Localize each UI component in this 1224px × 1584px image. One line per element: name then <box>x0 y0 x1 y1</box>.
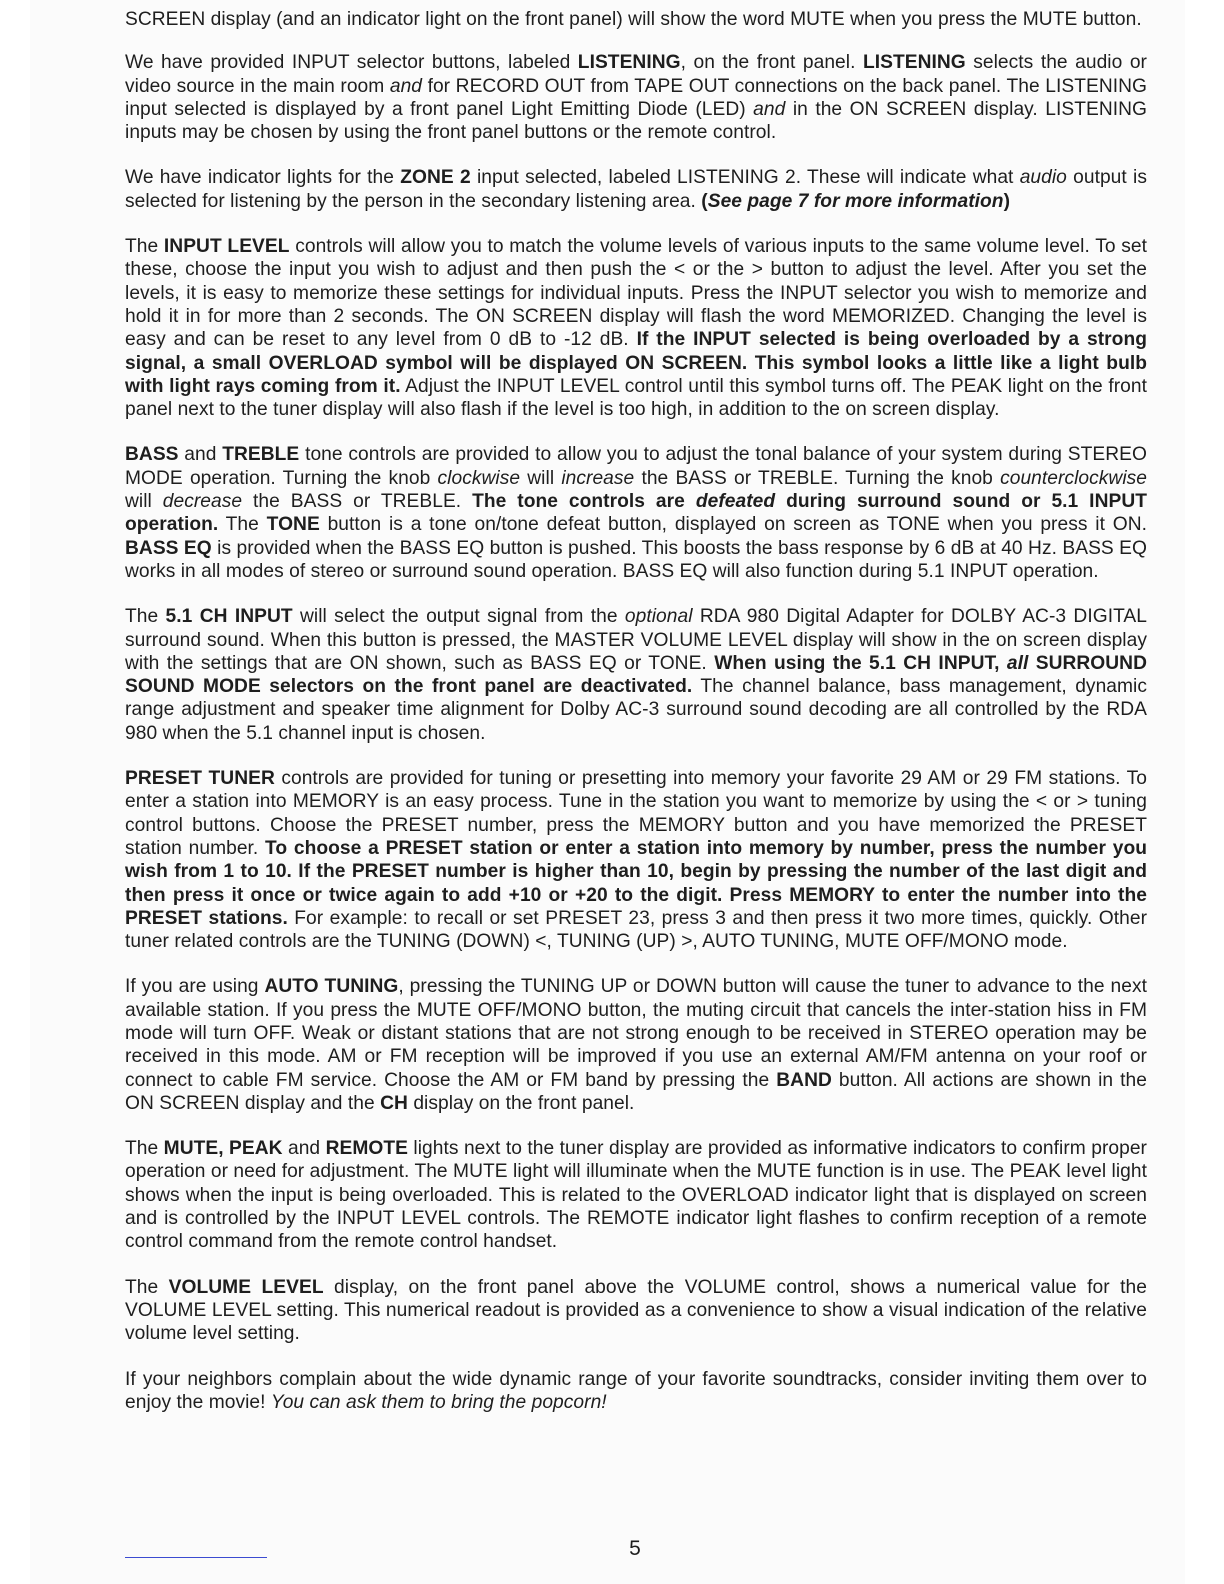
text-run: RDA 980 Digital Adapter for DOLBY AC-3 DIGITAL surround sound. When this button is pressed, the MASTER VOLUME LEVEL display will show in the on screen display with the settings that are ON shown, such as BASS EQ or TONE. <box>125 606 1147 674</box>
text-run: input selected, labeled LISTENING 2. These will indicate what <box>470 167 1020 189</box>
text-run: The <box>125 1276 169 1298</box>
text-run: If you are using <box>125 976 265 998</box>
text-run: button is a tone on/tone defeat button, displayed on screen as TONE when you press it ON. <box>319 514 1147 536</box>
text-run: and <box>753 98 786 120</box>
mute-display-paragraph <box>125 8 1147 31</box>
text-run: clockwise <box>437 467 521 489</box>
text-run: and <box>389 75 423 97</box>
preset-tuner-paragraph <box>125 767 1147 953</box>
text-run: If the INPUT selected is being overloaded by a strong signal, a small OVERLOAD symbol will be displayed ON SCREEN. This symbol looks a little like a light bulb with light rays coming from it. <box>125 329 1147 397</box>
auto-tuning-paragraph <box>125 975 1147 1115</box>
text-run: during surround sound or 5.1 INPUT operation. <box>125 491 1147 536</box>
text-run: output is selected for listening by the person in the secondary listening area. <box>125 167 1147 212</box>
text-run: LISTENING <box>577 52 681 74</box>
text-run: in the ON SCREEN display. LISTENING inputs may be chosen by using the front panel buttons or the remote control. <box>125 98 1147 144</box>
text-run: 5.1 CH INPUT <box>165 606 293 628</box>
text-run: The <box>125 606 166 628</box>
text-run: TREBLE <box>222 444 300 466</box>
text-run: defeated <box>695 491 776 513</box>
text-run: BASS EQ <box>125 537 212 559</box>
text-run: will <box>125 491 163 513</box>
footnote-rule <box>125 1557 267 1558</box>
5-1-ch-input-paragraph <box>125 605 1147 745</box>
body-text <box>125 8 1147 1436</box>
text-run: , on the front panel. <box>680 52 863 74</box>
text-run: The <box>125 1138 164 1160</box>
neighbors-paragraph <box>125 1368 1147 1415</box>
text-run: audio <box>1019 167 1067 189</box>
text-run: controls are provided for tuning or presetting into memory your favorite 29 AM or 29 FM stations. To enter a station into MEMORY is an easy process. Tune in the station you want to memorize by using the < or > tuning control buttons. Choose the PRESET number, press the MEMORY button and you have memorized the PRESET station number. <box>125 768 1147 859</box>
zone2-paragraph <box>125 166 1147 213</box>
text-run: will <box>520 467 562 489</box>
text-run: the BASS or TREBLE. Turning the knob <box>634 467 1001 489</box>
text-run: ZONE 2 <box>400 167 471 189</box>
text-run: For example: to recall or set PRESET 23, press 3 and then press it two more times, quickly. Other tuner related controls are the TUNING (DOWN) <, TUNING (UP) >, AUTO TUNING, MUTE OFF/MONO mode. <box>125 907 1148 953</box>
text-run: TONE <box>266 514 320 536</box>
text-run: The <box>125 236 164 258</box>
text-run: PRESET TUNER <box>125 768 275 790</box>
text-run: and <box>282 1138 326 1160</box>
text-run: MUTE, PEAK <box>163 1138 283 1160</box>
bass-treble-paragraph <box>125 443 1147 583</box>
listening-selector-paragraph <box>125 51 1147 144</box>
text-run: BAND <box>776 1069 832 1091</box>
text-run: ) <box>1003 190 1011 212</box>
text-run: To choose a PRESET station or enter a station into memory by number, press the number you wish from 1 to 10. If the PRESET number is higher than 10, begin by pressing the number of the last digit and then press it once or twice again to add +10 or +20 to the digit. Press MEMORY to enter the number into the PRESET stations. <box>125 837 1147 929</box>
text-run: optional <box>624 606 693 628</box>
text-run: decrease <box>162 491 243 513</box>
text-run: display, on the front panel above the VOLUME control, shows a numerical value for the VOLUME LEVEL setting. This numerical readout is provided as a convenience to show a visual indication of the relative volume level setting. <box>125 1276 1147 1345</box>
page-number: 5 <box>629 1537 641 1560</box>
text-run: VOLUME LEVEL <box>168 1276 324 1298</box>
text-run: The <box>218 514 267 536</box>
volume-level-paragraph <box>125 1276 1147 1346</box>
text-run: You can ask them to bring the popcorn! <box>270 1391 607 1413</box>
text-run: for RECORD OUT from TAPE OUT connections on the back panel. The LISTENING input selected is displayed by a front panel Light Emitting Diode (LED) <box>125 75 1147 120</box>
text-run: The channel balance, bass management, dynamic range adjustment and speaker time alignment for Dolby AC-3 surround sound decoding are all controlled by the RDA 980 when the 5.1 channel input is chosen. <box>125 676 1148 744</box>
text-run: If your neighbors complain about the wide dynamic range of your favorite soundtracks, consider inviting them over to enjoy the movie! <box>125 1368 1147 1413</box>
text-run: We have indicator lights for the <box>125 167 401 189</box>
text-run: tone controls are provided to allow you to adjust the tonal balance of your system during STEREO MODE operation. Turning the knob <box>125 444 1147 489</box>
text-run: When using the 5.1 CH INPUT, <box>714 652 1007 674</box>
text-run: will select the output signal from the <box>292 606 625 628</box>
text-run: the BASS or TREBLE. <box>242 491 473 513</box>
text-run: REMOTE <box>325 1138 408 1160</box>
text-run: counterclockwise <box>1000 467 1147 489</box>
text-run: SCREEN display (and an indicator light on the front panel) will show the word MUTE when you press the MUTE button. <box>125 9 1142 30</box>
text-run: LISTENING <box>862 52 966 74</box>
text-run: ( <box>701 190 708 212</box>
text-run: AUTO TUNING <box>264 976 399 998</box>
text-run: BASS <box>125 444 179 466</box>
text-run: We have provided INPUT selector buttons, labeled <box>125 52 578 74</box>
text-run: button. All actions are shown in the ON SCREEN display and the <box>125 1069 1147 1114</box>
mute-peak-remote-paragraph <box>125 1137 1147 1253</box>
text-run: all <box>1006 652 1029 674</box>
text-run: is provided when the BASS EQ button is pushed. This boosts the bass response by 6 dB at 40 Hz. BASS EQ works in all modes of stereo or surround sound operation. BASS EQ will also function during 5.1 INPUT operation. <box>125 537 1147 582</box>
text-run: CH <box>380 1092 408 1114</box>
text-run: , pressing the TUNING UP or DOWN button will cause the tuner to advance to the next available station. If you press the MUTE OFF/MONO button, the muting circuit that cancels the inter-station hiss in FM mode will turn OFF. Weak or distant stations that are not strong enough to be received in STEREO operation may be received in this mode. AM or FM reception will be improved if you use an external AM/FM antenna on your roof or connect to cable FM service. Choose the AM or FM band by pressing the <box>125 976 1147 1091</box>
text-run: selects the audio or video source in the main room <box>125 52 1147 97</box>
input-level-paragraph <box>125 235 1147 421</box>
text-run: controls will allow you to match the volume levels of various inputs to the same volume level. To set these, choose the input you wish to adjust and then push the < or the > button to adjust the level. After you set the levels, it is easy to memorize these settings for individual inputs. Press the INPUT selector you wish to memorize and hold it in for more than 2 seconds. The ON SCREEN display will flash the word MEMORIZED. Changing the level is easy and can be reset to any level from 0 dB to -12 dB. <box>125 236 1148 351</box>
text-run: lights next to the tuner display are provided as informative indicators to confirm proper operation or need for adjustment. The MUTE light will illuminate when the MUTE function is in use. The PEAK level light shows when the input is being overloaded. This is related to the OVERLOAD indicator light that is displayed on screen and is controlled by the INPUT LEVEL controls. The REMOTE indicator light flashes to confirm reception of a remote control command from the remote control handset. <box>125 1138 1147 1253</box>
text-run: and <box>178 444 223 466</box>
text-run: See page 7 for more information <box>707 190 1004 212</box>
text-run: Adjust the INPUT LEVEL control until this symbol turns off. The PEAK light on the front panel next to the tuner display will also flash if the level is too high, in addition to the on screen display. <box>125 375 1147 421</box>
text-run: INPUT LEVEL <box>163 236 290 258</box>
text-run: SURROUND SOUND MODE selectors on the front panel are deactivated. <box>125 652 1147 698</box>
text-run: The tone controls are <box>472 491 696 513</box>
text-run: increase <box>561 467 635 489</box>
text-run: display on the front panel. <box>407 1092 635 1114</box>
